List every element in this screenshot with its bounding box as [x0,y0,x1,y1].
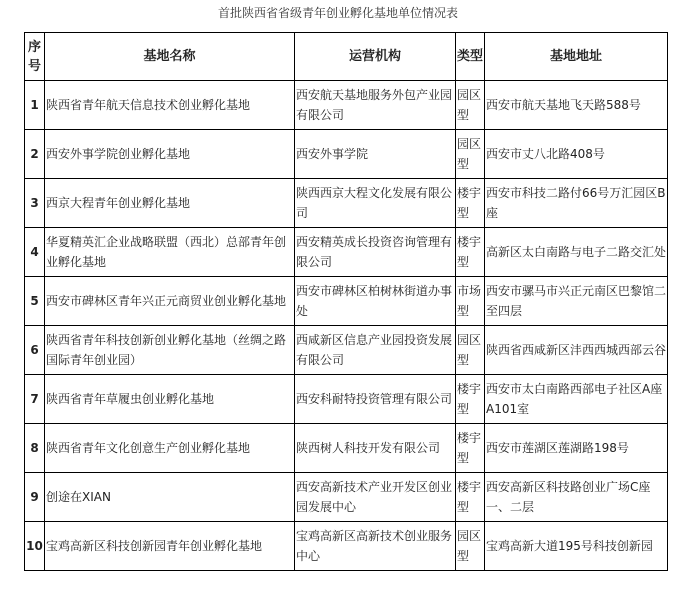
table-row [25,81,668,130]
header-address: 基地地址 [485,33,668,81]
row-name: 陕西省青年草履虫创业孵化基地 [45,375,295,424]
header-type: 类型 [456,33,485,81]
row-operator: 西安航天基地服务外包产业园有限公司 [295,81,456,130]
row-name: 创途在XIAN [45,473,295,522]
table-row [25,228,668,277]
table-row [25,130,668,179]
row-seq: 1 [25,81,45,130]
row-seq: 9 [25,473,45,522]
row-name: 西京大程青年创业孵化基地 [45,179,295,228]
row-operator: 西安精英成长投资咨询管理有限公司 [295,228,456,277]
table-row [25,179,668,228]
row-address: 陕西省西咸新区沣西西城西部云谷 [485,326,668,375]
header-seq: 序号 [25,33,45,81]
row-type: 市场型 [456,277,485,326]
row-operator: 西安市碑林区柏树林街道办事处 [295,277,456,326]
row-address: 西安市科技二路付66号万汇园区B座 [485,179,668,228]
table-row [25,473,668,522]
row-type: 楼宇型 [456,228,485,277]
row-address: 宝鸡高新大道195号科技创新园 [485,522,668,571]
table-row [25,277,668,326]
row-seq: 6 [25,326,45,375]
table-row [25,326,668,375]
row-name: 陕西省青年科技创新创业孵化基地（丝绸之路国际青年创业园） [45,326,295,375]
row-type: 园区型 [456,81,485,130]
row-name: 陕西省青年航天信息技术创业孵化基地 [45,81,295,130]
row-type: 楼宇型 [456,375,485,424]
row-type: 楼宇型 [456,424,485,473]
row-operator: 西安外事学院 [295,130,456,179]
row-address: 西安高新区科技路创业广场C座一、二层 [485,473,668,522]
page-title: 首批陕西省省级青年创业孵化基地单位情况表 [217,6,458,20]
row-operator: 宝鸡高新区高新技术创业服务中心 [295,522,456,571]
row-name: 西安市碑林区青年兴正元商贸业创业孵化基地 [45,277,295,326]
row-address: 西安市航天基地飞天路588号 [485,81,668,130]
row-name: 西安外事学院创业孵化基地 [45,130,295,179]
row-type: 楼宇型 [456,473,485,522]
row-name: 华夏精英汇企业战略联盟（西北）总部青年创业孵化基地 [45,228,295,277]
table-header-row [25,33,668,81]
row-seq: 10 [25,522,45,571]
header-name: 基地名称 [45,33,295,81]
row-operator: 西安高新技术产业开发区创业园发展中心 [295,473,456,522]
row-operator: 陕西西京大程文化发展有限公司 [295,179,456,228]
header-operator: 运营机构 [295,33,456,81]
row-type: 园区型 [456,326,485,375]
row-type: 楼宇型 [456,179,485,228]
row-name: 宝鸡高新区科技创新园青年创业孵化基地 [45,522,295,571]
table-row [25,375,668,424]
table-row [25,424,668,473]
row-seq: 2 [25,130,45,179]
row-seq: 8 [25,424,45,473]
row-type: 园区型 [456,522,485,571]
row-operator: 陕西树人科技开发有限公司 [295,424,456,473]
row-address: 西安市丈八北路408号 [485,130,668,179]
row-name: 陕西省青年文化创意生产创业孵化基地 [45,424,295,473]
row-address: 西安市莲湖区莲湖路198号 [485,424,668,473]
row-seq: 5 [25,277,45,326]
row-address: 高新区太白南路与电子二路交汇处 [485,228,668,277]
row-operator: 西安科耐特投资管理有限公司 [295,375,456,424]
row-address: 西安市骡马市兴正元南区巴黎馆二至四层 [485,277,668,326]
table-row [25,522,668,571]
row-seq: 3 [25,179,45,228]
row-operator: 西咸新区信息产业园投资发展有限公司 [295,326,456,375]
row-seq: 4 [25,228,45,277]
row-address: 西安市太白南路西部电子社区A座A101室 [485,375,668,424]
row-type: 园区型 [456,130,485,179]
row-seq: 7 [25,375,45,424]
incubator-table [24,32,668,571]
